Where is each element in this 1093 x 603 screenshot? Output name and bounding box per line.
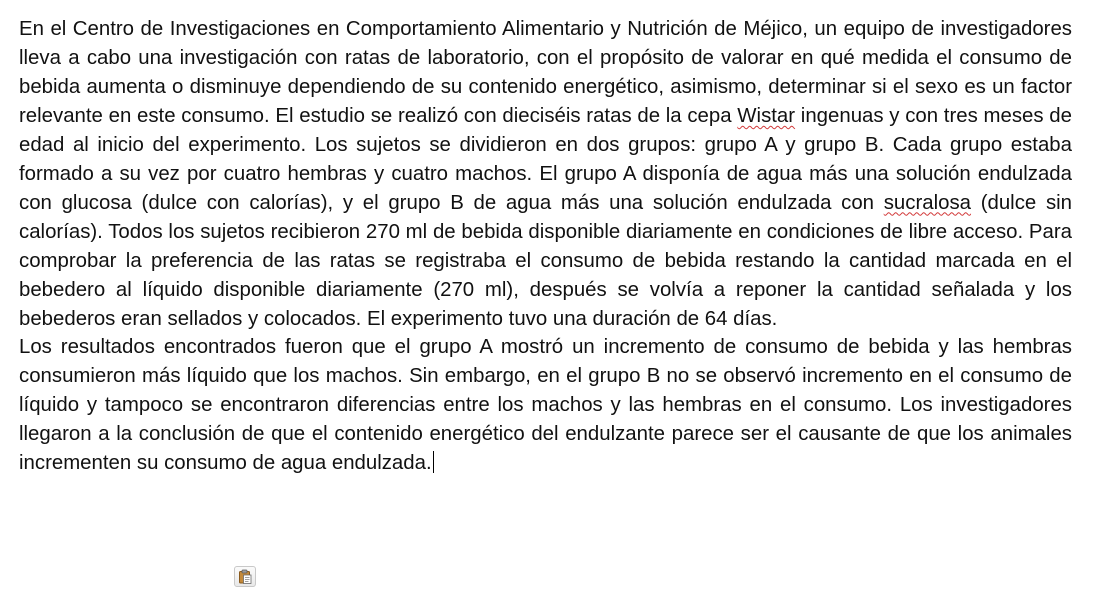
paste-options-button[interactable] bbox=[234, 566, 256, 587]
paragraph-1[interactable] bbox=[19, 15, 1072, 333]
document-body[interactable] bbox=[19, 15, 1072, 478]
clipboard-icon bbox=[238, 569, 252, 584]
paragraph-2[interactable] bbox=[19, 333, 1072, 478]
paragraph-2-text: Los resultados encontrados fueron que el grupo A mostró un incremento de consumo de bebida y las hembras consumieron más líquido que los machos. Sin embargo, en el grupo B no se observó incremento en el consumo de líquido y tampoco se encontraron diferencias entre los machos y las hembras en el consumo. Los investigadores llegaron a la conclusión de que el contenido energético del endulzante parece ser el causante de que los animales incrementen su consumo de agua endulzada. bbox=[19, 336, 1072, 475]
misspelled-word-sucralosa[interactable]: sucralosa bbox=[883, 191, 972, 214]
text-cursor bbox=[433, 451, 434, 473]
paragraph-1-text-b: ingenuas y con tres meses de edad al inicio del experimento. Los sujetos se dividieron en dos grupos: grupo A y grupo B. Cada grupo estaba formado a su vez por cuatro hembras y cuatro machos. El grupo A disponía de agua más una solución endulzada con glucosa (dulce con calorías), y el grupo B de agua más una solución endulzada con bbox=[19, 104, 1072, 214]
paragraph-1-text-a: En el Centro de Investigaciones en Comportamiento Alimentario y Nutrición de Méjico, un equipo de investigadores lleva a cabo una investigación con ratas de laboratorio, con el propósito de valorar en qué medida el consumo de bebida aumenta o disminuye dependiendo de su contenido energético, asimismo, determinar si el sexo es un factor relevante en este consumo. El estudio se realizó con dieciséis ratas de la cepa bbox=[19, 18, 1072, 127]
misspelled-word-wistar[interactable]: Wistar bbox=[737, 104, 796, 127]
paragraph-1-text-c: (dulce sin calorías). Todos los sujetos recibieron 270 ml de bebida disponible diariamente en condiciones de libre acceso. Para comprobar la preferencia de las ratas se registraba el consumo de bebida restando la cantidad marcada en el bebedero al líquido disponible diariamente (270 ml), después se volvía a reponer la cantidad señalada y los bebederos eran sellados y colocados. El experimento tuvo una duración de 64 días. bbox=[19, 191, 1073, 330]
